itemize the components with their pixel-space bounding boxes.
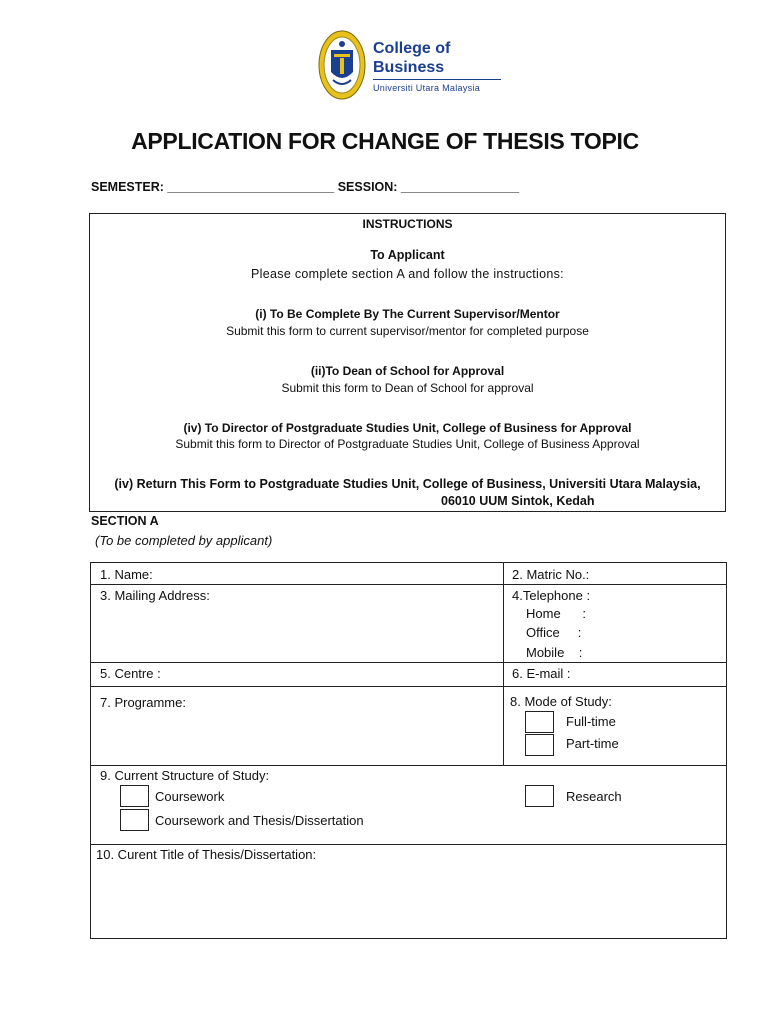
step4-line1: (iv) Return This Form to Postgraduate Studies Unit, College of Business, Universiti Utara Malaysia, (114, 477, 701, 491)
row-divider (91, 765, 726, 766)
matric-label: 2. Matric No.: (512, 567, 590, 582)
full-time-label: Full-time (566, 714, 616, 729)
home-phone-label: Home : (526, 606, 586, 621)
mode-of-study-label: 8. Mode of Study: (510, 694, 612, 709)
research-checkbox[interactable] (525, 785, 554, 807)
section-a-subheading: (To be completed by applicant) (95, 533, 273, 548)
applicant-heading: To Applicant (370, 248, 445, 262)
instructions-heading: INSTRUCTIONS (362, 217, 453, 231)
uum-crest-logo (318, 30, 366, 100)
section-a-heading: SECTION A (91, 514, 159, 528)
email-label: 6. E-mail : (512, 666, 571, 681)
step1-text: Submit this form to current supervisor/mentor for completed purpose (226, 324, 589, 338)
applicant-text: Please complete section A and follow the instructions: (251, 267, 564, 281)
row-divider (91, 844, 726, 845)
page-title: APPLICATION FOR CHANGE OF THESIS TOPIC (131, 128, 639, 154)
mobile-phone-label: Mobile : (526, 645, 583, 660)
telephone-label: 4.Telephone : (512, 588, 591, 603)
current-title-label: 10. Curent Title of Thesis/Dissertation: (96, 847, 317, 862)
coursework-checkbox[interactable] (120, 785, 149, 807)
logo-subtitle: Universiti Utara Malaysia (373, 83, 481, 93)
applicant-form-table (90, 562, 727, 939)
coursework-label: Coursework (155, 789, 225, 804)
row-divider (91, 686, 726, 687)
step1-heading: (i) To Be Complete By The Current Supervisor/Mentor (255, 307, 560, 321)
name-label: 1. Name: (100, 567, 153, 582)
mailing-address-label: 3. Mailing Address: (100, 588, 210, 603)
step3-heading: (iv) To Director of Postgraduate Studies Unit, College of Business for Approval (183, 421, 632, 435)
centre-label: 5. Centre : (100, 666, 161, 681)
semester-session-line: SEMESTER: ________________________ SESSION: _________________ (91, 180, 520, 194)
coursework-thesis-checkbox[interactable] (120, 809, 149, 831)
step2-text: Submit this form to Dean of School for approval (281, 381, 534, 395)
full-time-checkbox[interactable] (525, 711, 554, 733)
research-label: Research (566, 789, 622, 804)
logo-divider (373, 79, 501, 80)
column-divider (503, 563, 504, 765)
logo-line1: College of (373, 40, 451, 57)
row-divider (91, 662, 726, 663)
step4-line2: 06010 UUM Sintok, Kedah (441, 494, 595, 508)
part-time-checkbox[interactable] (525, 734, 554, 756)
office-phone-label: Office : (526, 625, 582, 640)
step3-text: Submit this form to Director of Postgraduate Studies Unit, College of Business Approval (175, 437, 640, 451)
row-divider (91, 584, 726, 585)
part-time-label: Part-time (566, 736, 619, 751)
current-structure-label: 9. Current Structure of Study: (100, 768, 270, 783)
logo-line2: Business (373, 59, 445, 76)
step2-heading: (ii)To Dean of School for Approval (310, 364, 505, 378)
coursework-thesis-label: Coursework and Thesis/Dissertation (155, 813, 364, 828)
programme-label: 7. Programme: (100, 695, 186, 710)
